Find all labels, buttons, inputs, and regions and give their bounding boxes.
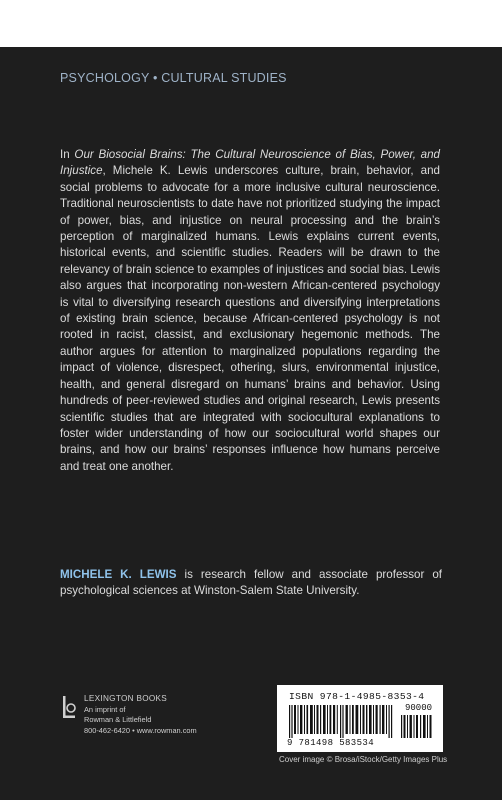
publisher-name: LEXINGTON BOOKS	[84, 694, 168, 703]
back-cover	[0, 47, 502, 800]
ean-number: 9 781498 583534	[287, 738, 375, 748]
publisher-imprint: An imprint of	[84, 704, 126, 714]
lexington-logo-icon	[60, 694, 78, 724]
price-code: 90000	[405, 703, 433, 713]
isbn-text: ISBN 978-1-4985-8353-4	[289, 691, 425, 702]
author-name: MICHELE K. LEWIS	[60, 568, 177, 581]
description-body: , Michele K. Lewis underscores culture, brain, behavior, and social problems to advocate for a more inclusive cultural neuroscience. Traditional neuroscientists to date have not prioritized studying the impact of power, bias, and injustice on neural processing and the brain’s perception of marginalized humans. Lewis explains current events, historical events, and scientific studies. Readers will be drawn to the relevancy of brain science to examples of injustices and social bias. Lewis also argues that incorporating non-western African-centered psychology is vital to diversifying research questions and diversifying interpretations of existing brain science, because African-centered psychology is not rooted in racist, classist, and exclusionary hegemonic methods. The author argues for attention to marginalized populations regarding the impact of violence, disrespect, othering, slurs, environmental injustice, health, and general disregard on humans’ brains and behavior. Using hundreds of peer-reviewed studies and original research, Lewis presents scientific studies that are integrated with sociocultural explanations to foster wider understanding of how our sociocultural world shapes our brains, and how our brains’ responses influence how humans perceive and treat one another.	[60, 164, 440, 473]
publisher-parent: Rowman & Littlefield	[84, 715, 152, 725]
isbn-barcode	[277, 685, 443, 752]
barcode-bars	[289, 705, 394, 738]
book-title: Our Biosocial Brains: The Cultural Neuroscience of Bias, Power, and Injustice	[60, 148, 441, 178]
cover-image-credit: Cover image © Brosa/iStock/Getty Images Plus	[279, 755, 448, 764]
description-intro: In	[60, 148, 75, 161]
supplement-barcode	[401, 715, 433, 738]
publisher-block	[60, 694, 197, 736]
author-bio-text: is research fellow and associate professor of psychological sciences at Winston-Salem State University.	[60, 568, 442, 598]
category-label: PSYCHOLOGY • CULTURAL STUDIES	[60, 71, 287, 85]
publisher-contact: 800-462-6420 • www.rowman.com	[84, 725, 197, 735]
book-description	[60, 147, 440, 475]
author-bio	[60, 567, 442, 600]
